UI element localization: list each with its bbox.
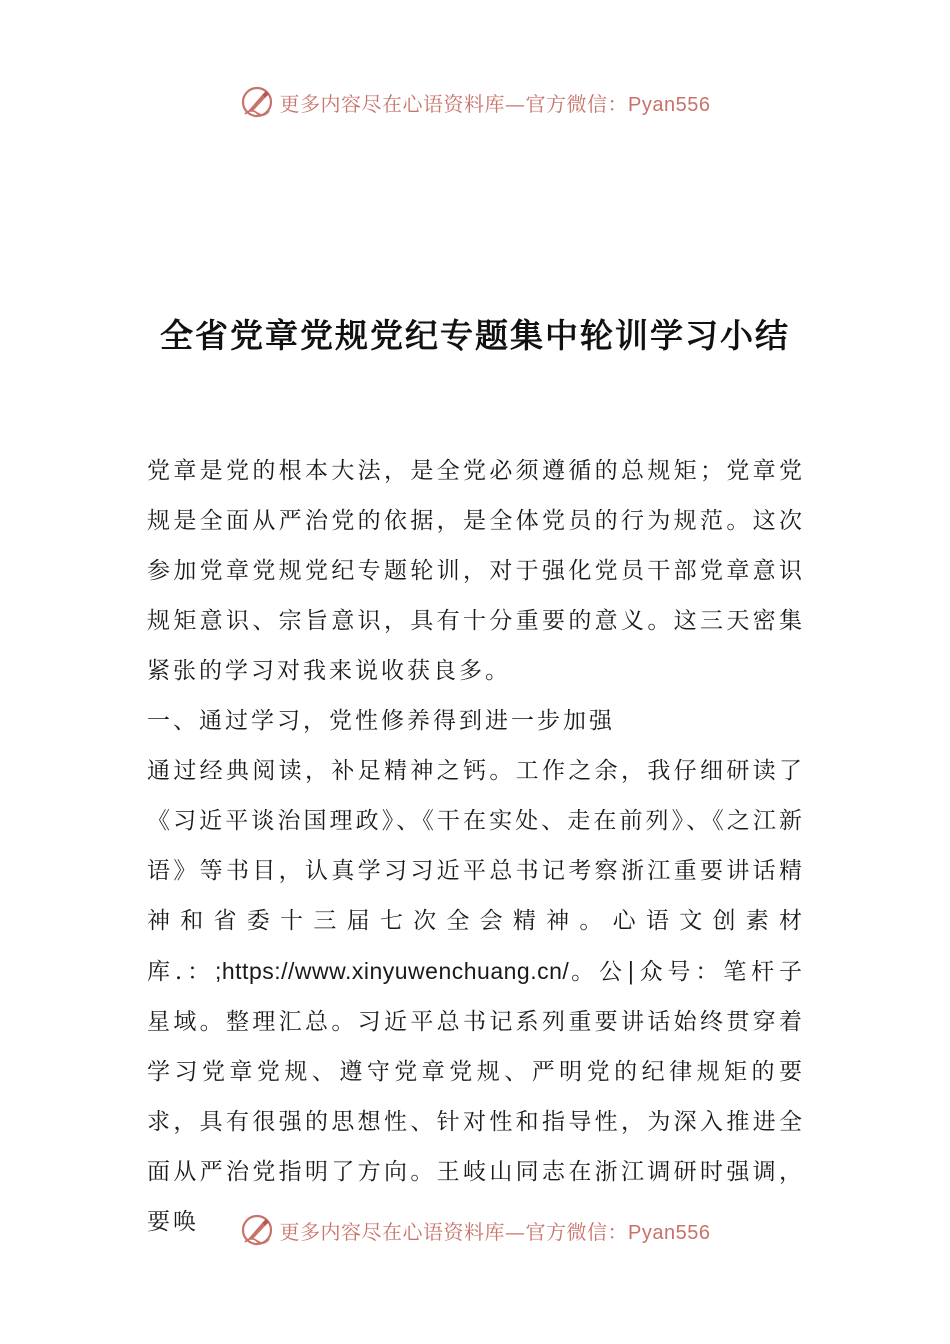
website-url: ;https://www.xinyuwenchuang.cn/ — [214, 958, 570, 984]
paragraph-intro: 党章是党的根本大法，是全党必须遵循的总规矩；党章党规是全面从严治党的依据，是全体党员的行为规范。这次参加党章党规党纪专题轮训，对于强化党员干部党章意识规矩意识、宗旨意识，具有十分重要的意义。这三天密集紧张的学习对我来说收获良多。 — [147, 458, 805, 684]
section-heading-1: 一、通过学习，党性修养得到进一步加强 — [147, 708, 615, 734]
banner-wechat-id: Pyan556 — [628, 1221, 711, 1244]
document-body — [147, 446, 805, 1247]
header-watermark-banner — [0, 82, 950, 122]
paragraph-reading-text-2: 。公|众号：笔杆子星域。整理汇总。习近平总书记系列重要讲话始终贯穿着学习党章党规、遵守党章党规、严明党的纪律规矩的要求，具有很强的思想性、针对性和指导性，为深入推进全面从严治党指明了方向。王岐山同志在浙江调研时强调，要唤 — [147, 959, 806, 1235]
banner-text: 更多内容尽在心语资料库—官方微信： — [279, 91, 629, 116]
banner-wechat-id: Pyan556 — [628, 93, 711, 116]
paragraph-reading-text-1: 通过经典阅读，补足精神之钙。工作之余，我仔细研读了《习近平谈治国理政》、《干在实处、走在前列》、《之江新语》等书目，认真学习习近平总书记考察浙江重要讲话精神和省委十三届七次全会精神。心语文创素材库.： — [147, 758, 805, 985]
pen-seal-icon — [240, 1213, 274, 1247]
document-title: 全省党章党规党纪专题集中轮训学习小结 — [160, 316, 790, 355]
paragraph-reading — [147, 746, 805, 1247]
footer-watermark-banner — [0, 1210, 950, 1250]
banner-text: 更多内容尽在心语资料库—官方微信： — [279, 1219, 629, 1244]
pen-seal-icon — [240, 85, 274, 119]
